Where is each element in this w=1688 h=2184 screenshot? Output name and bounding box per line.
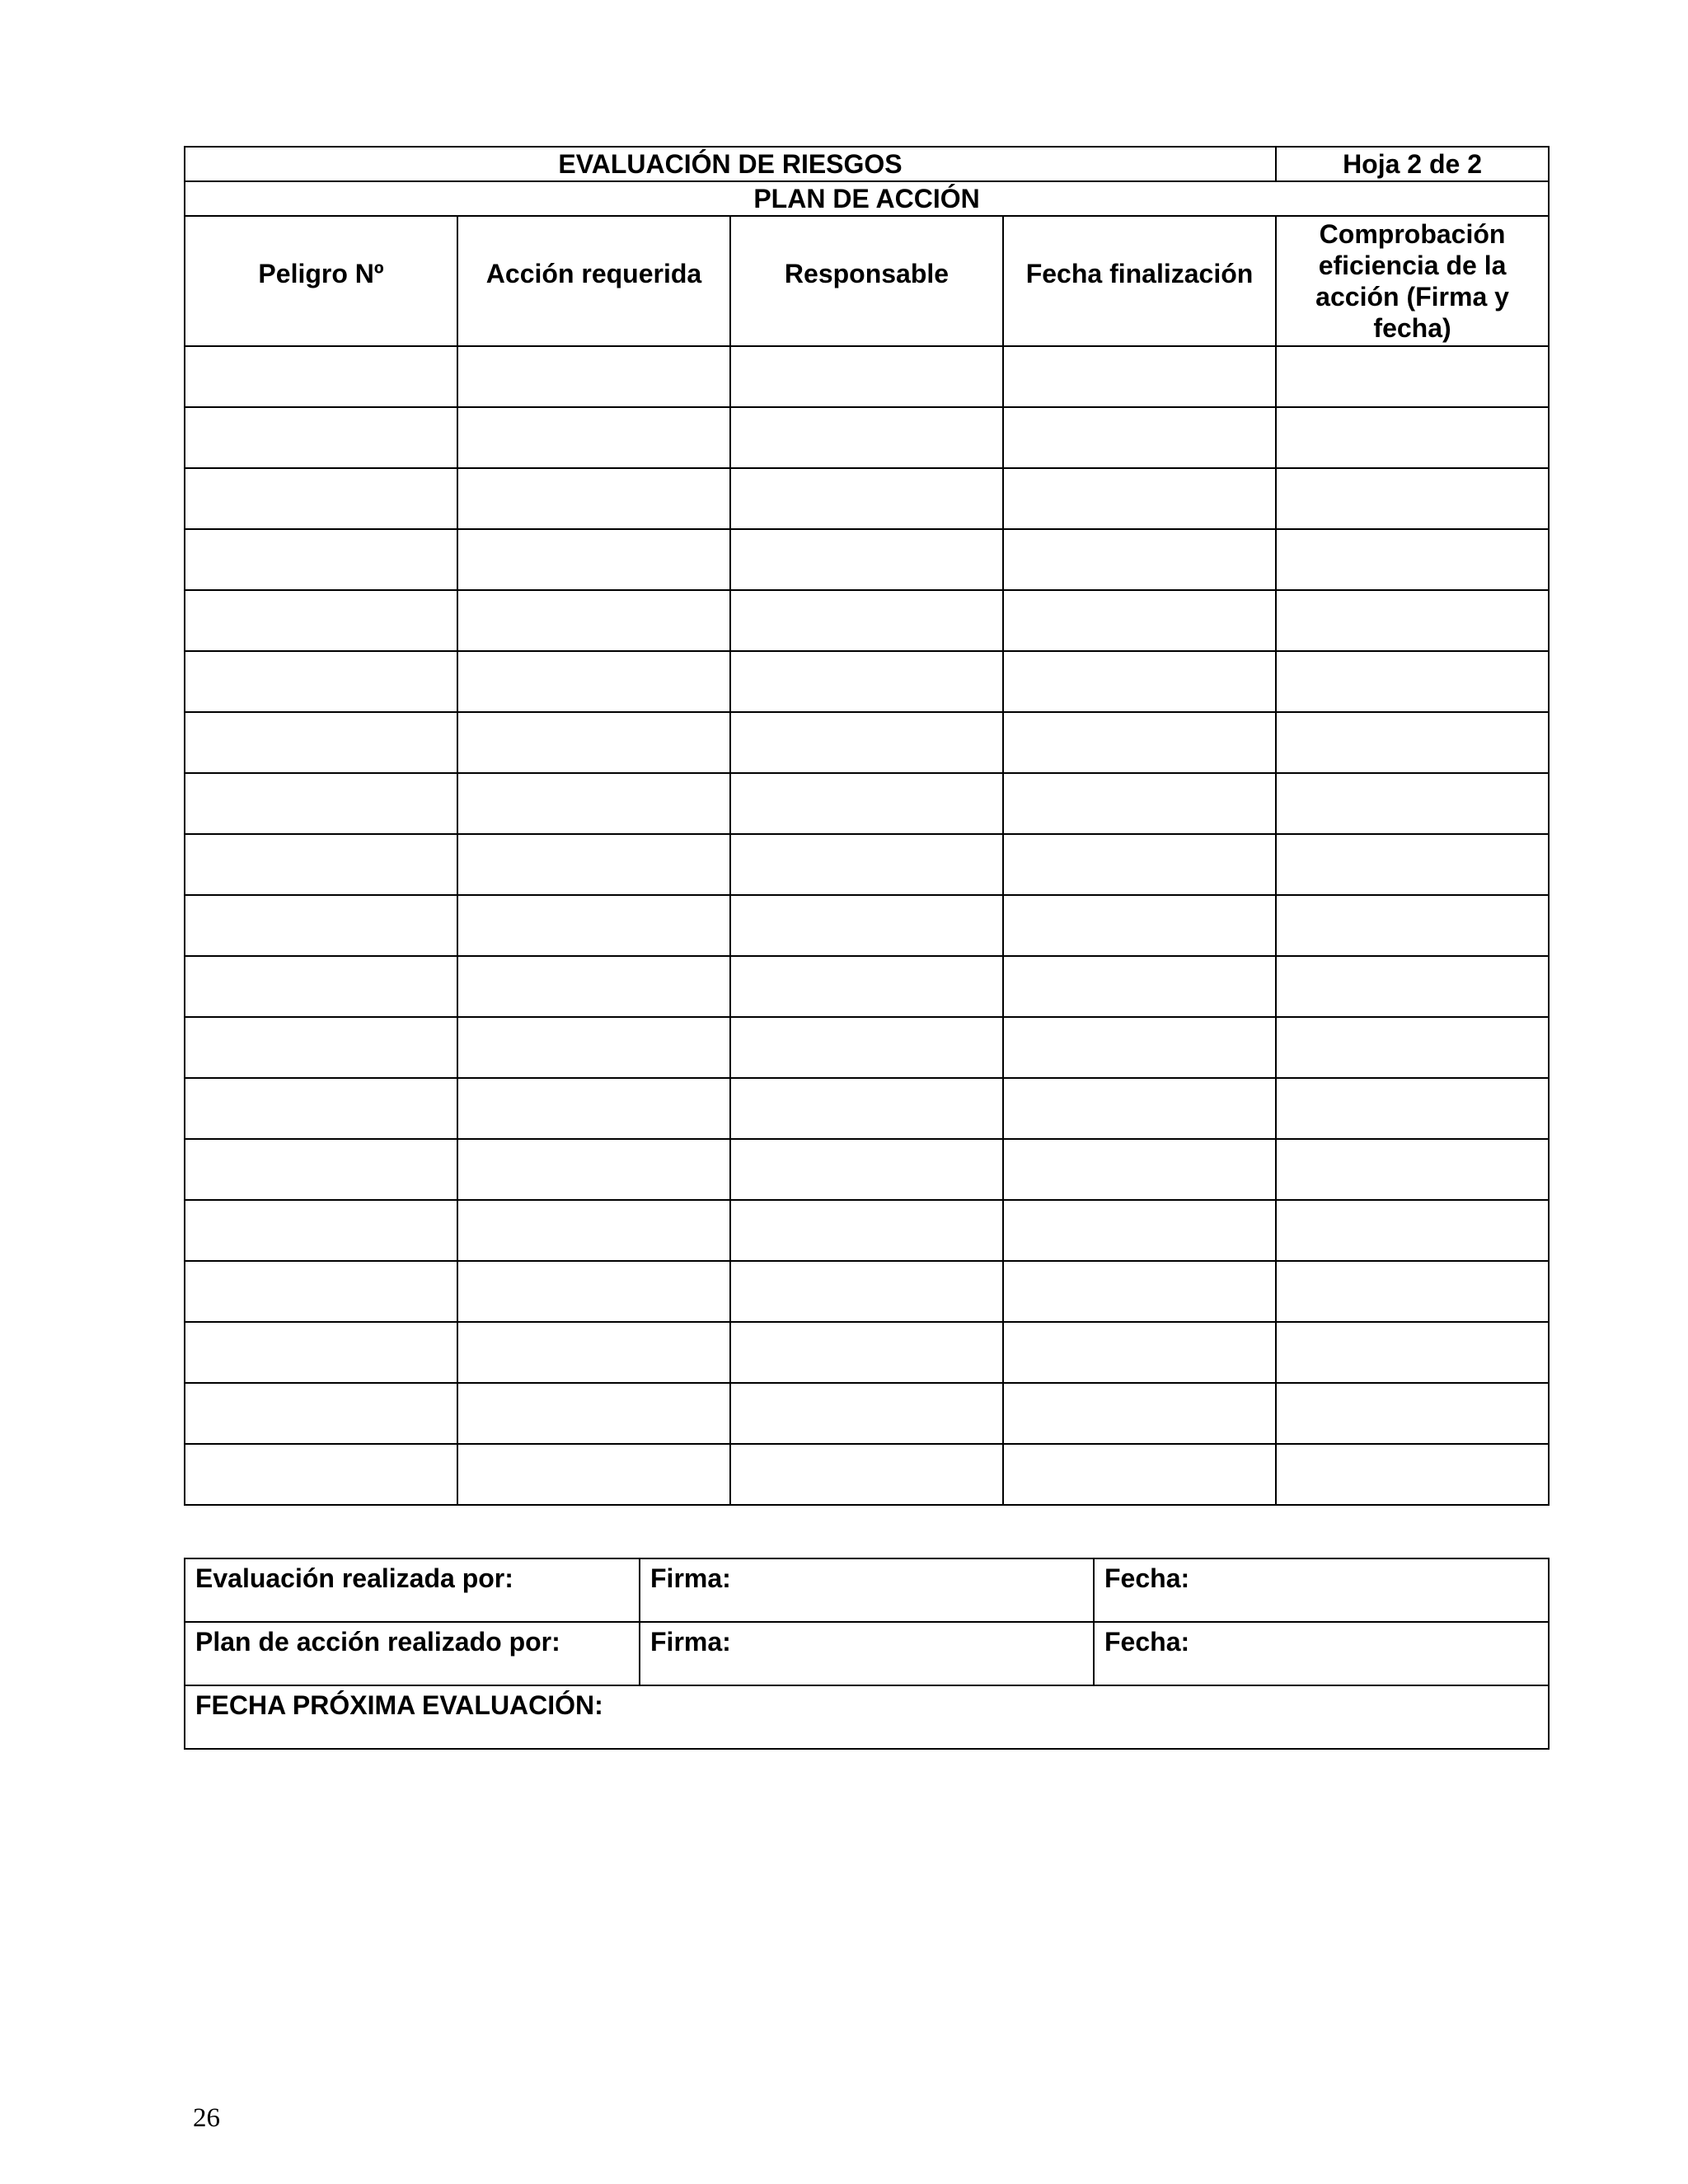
- table-cell[interactable]: [185, 346, 457, 407]
- table-cell[interactable]: [185, 1383, 457, 1444]
- table-cell[interactable]: [1276, 529, 1549, 590]
- table-cell[interactable]: [185, 1444, 457, 1505]
- table-cell[interactable]: [1003, 468, 1276, 529]
- table-cell[interactable]: [185, 529, 457, 590]
- table-cell[interactable]: [1276, 468, 1549, 529]
- evaluation-signoff-row: [185, 1558, 1549, 1622]
- table-cell[interactable]: [185, 712, 457, 773]
- table-cell[interactable]: [1276, 1261, 1549, 1322]
- table-cell[interactable]: [185, 590, 457, 651]
- table-cell[interactable]: [1003, 1444, 1276, 1505]
- table-cell[interactable]: [1003, 895, 1276, 956]
- column-header-completion-date: [1003, 216, 1276, 346]
- next-evaluation-date-field[interactable]: FECHA PRÓXIMA EVALUACIÓN:: [185, 1685, 1549, 1749]
- table-cell[interactable]: [1276, 1444, 1549, 1505]
- plan-by-field[interactable]: Plan de acción realizado por:: [185, 1622, 640, 1685]
- table-cell[interactable]: [457, 1078, 730, 1139]
- table-cell[interactable]: [1276, 346, 1549, 407]
- table-row: [185, 590, 1549, 651]
- table-cell[interactable]: [457, 1261, 730, 1322]
- table-cell[interactable]: [1276, 1322, 1549, 1383]
- table-cell[interactable]: [1003, 1383, 1276, 1444]
- table-cell[interactable]: [1003, 712, 1276, 773]
- table-cell[interactable]: [185, 407, 457, 468]
- table-cell[interactable]: [730, 956, 1003, 1017]
- table-row: [185, 834, 1549, 895]
- table-cell[interactable]: [457, 1017, 730, 1078]
- table-cell[interactable]: [730, 651, 1003, 712]
- table-cell[interactable]: [1276, 773, 1549, 834]
- table-cell[interactable]: [185, 468, 457, 529]
- table-cell[interactable]: [1003, 407, 1276, 468]
- table-cell[interactable]: [1276, 1078, 1549, 1139]
- table-cell[interactable]: [1276, 651, 1549, 712]
- table-cell[interactable]: [185, 1261, 457, 1322]
- column-header-hazard-number: [185, 216, 457, 346]
- table-cell[interactable]: [730, 1078, 1003, 1139]
- table-row: [185, 1261, 1549, 1322]
- table-cell[interactable]: [457, 468, 730, 529]
- column-header-required-action: [457, 216, 730, 346]
- table-cell[interactable]: [1003, 529, 1276, 590]
- table-cell[interactable]: [730, 1139, 1003, 1200]
- table-cell[interactable]: [730, 834, 1003, 895]
- table-cell[interactable]: [1276, 1383, 1549, 1444]
- table-cell[interactable]: [1003, 1261, 1276, 1322]
- table-row: [185, 529, 1549, 590]
- table-cell[interactable]: [457, 346, 730, 407]
- table-cell[interactable]: [730, 1322, 1003, 1383]
- table-title: EVALUACIÓN DE RIESGOS: [185, 147, 1276, 181]
- table-cell[interactable]: [730, 1200, 1003, 1261]
- table-cell[interactable]: [1003, 956, 1276, 1017]
- table-row: [185, 1383, 1549, 1444]
- table-row: [185, 1078, 1549, 1139]
- table-cell[interactable]: [185, 956, 457, 1017]
- table-cell[interactable]: [457, 651, 730, 712]
- table-cell[interactable]: [457, 1200, 730, 1261]
- table-cell[interactable]: [1003, 1200, 1276, 1261]
- table-cell[interactable]: [730, 407, 1003, 468]
- table-cell[interactable]: [457, 1322, 730, 1383]
- table-cell[interactable]: [1003, 590, 1276, 651]
- table-cell[interactable]: [730, 1444, 1003, 1505]
- action-plan-table: [184, 146, 1550, 1506]
- column-header-label: Acción requerida: [485, 259, 702, 288]
- table-row: [185, 895, 1549, 956]
- plan-signature-field[interactable]: Firma:: [640, 1622, 1094, 1685]
- table-cell[interactable]: [730, 773, 1003, 834]
- table-row: [185, 956, 1549, 1017]
- table-cell[interactable]: [457, 1139, 730, 1200]
- table-cell[interactable]: [1276, 895, 1549, 956]
- table-cell[interactable]: [457, 1383, 730, 1444]
- table-cell[interactable]: [457, 834, 730, 895]
- table-cell[interactable]: [730, 468, 1003, 529]
- table-cell[interactable]: [730, 1383, 1003, 1444]
- table-cell[interactable]: [1276, 407, 1549, 468]
- table-cell[interactable]: [185, 834, 457, 895]
- table-cell[interactable]: [185, 651, 457, 712]
- table-title-row: [185, 147, 1549, 181]
- page-number: 26: [193, 2103, 220, 2133]
- column-header-label: Peligro Nº: [258, 259, 384, 288]
- table-cell[interactable]: [457, 895, 730, 956]
- table-cell[interactable]: [457, 956, 730, 1017]
- plan-date-field[interactable]: Fecha:: [1094, 1622, 1549, 1685]
- table-row: [185, 712, 1549, 773]
- table-cell[interactable]: [457, 1444, 730, 1505]
- table-cell[interactable]: [730, 346, 1003, 407]
- evaluation-by-field[interactable]: Evaluación realizada por:: [185, 1558, 640, 1622]
- table-cell[interactable]: [1276, 712, 1549, 773]
- table-cell[interactable]: [185, 1322, 457, 1383]
- table-cell[interactable]: [1276, 1200, 1549, 1261]
- table-row: [185, 468, 1549, 529]
- table-cell[interactable]: [185, 1078, 457, 1139]
- column-header-label: Fecha finalización: [1025, 259, 1254, 288]
- table-cell[interactable]: [730, 1017, 1003, 1078]
- table-row: [185, 773, 1549, 834]
- table-cell[interactable]: [457, 407, 730, 468]
- table-cell[interactable]: [1003, 651, 1276, 712]
- table-cell[interactable]: [1276, 1017, 1549, 1078]
- table-cell[interactable]: [730, 712, 1003, 773]
- table-row: [185, 407, 1549, 468]
- column-header-label: Responsable: [784, 259, 950, 288]
- column-header-label: Comprobación eficiencia de la acción (Firma y fecha): [1315, 219, 1509, 343]
- table-cell[interactable]: [185, 773, 457, 834]
- table-row: [185, 1017, 1549, 1078]
- table-cell[interactable]: [1003, 346, 1276, 407]
- table-cell[interactable]: [730, 590, 1003, 651]
- table-cell[interactable]: [1276, 590, 1549, 651]
- table-cell[interactable]: [457, 773, 730, 834]
- table-cell[interactable]: [457, 590, 730, 651]
- table-cell[interactable]: [185, 1017, 457, 1078]
- table-cell[interactable]: [185, 1200, 457, 1261]
- table-row: [185, 651, 1549, 712]
- table-cell[interactable]: [1276, 834, 1549, 895]
- next-evaluation-row: [185, 1685, 1549, 1749]
- table-cell[interactable]: [1003, 1322, 1276, 1383]
- evaluation-date-field[interactable]: Fecha:: [1094, 1558, 1549, 1622]
- column-header-responsible: [730, 216, 1003, 346]
- table-cell[interactable]: [1003, 1017, 1276, 1078]
- table-row: [185, 346, 1549, 407]
- table-row: [185, 1322, 1549, 1383]
- column-header-row: [185, 216, 1549, 346]
- table-row: [185, 1139, 1549, 1200]
- signoff-table: [184, 1558, 1550, 1750]
- table-cell[interactable]: [185, 895, 457, 956]
- table-cell[interactable]: [1276, 1139, 1549, 1200]
- table-cell[interactable]: [730, 895, 1003, 956]
- table-cell[interactable]: [1003, 834, 1276, 895]
- evaluation-signature-field[interactable]: Firma:: [640, 1558, 1094, 1622]
- table-cell[interactable]: [185, 1139, 457, 1200]
- table-cell[interactable]: [1276, 956, 1549, 1017]
- table-subtitle: PLAN DE ACCIÓN: [185, 181, 1549, 216]
- table-cell[interactable]: [457, 529, 730, 590]
- table-subtitle-row: [185, 181, 1549, 216]
- table-cell[interactable]: [1003, 1139, 1276, 1200]
- column-header-efficiency-check: [1276, 216, 1549, 346]
- table-cell[interactable]: [457, 712, 730, 773]
- table-row: [185, 1200, 1549, 1261]
- table-cell[interactable]: [730, 529, 1003, 590]
- plan-signoff-row: [185, 1622, 1549, 1685]
- sheet-indicator: Hoja 2 de 2: [1276, 147, 1549, 181]
- table-row: [185, 1444, 1549, 1505]
- table-cell[interactable]: [1003, 773, 1276, 834]
- table-cell[interactable]: [1003, 1078, 1276, 1139]
- table-cell[interactable]: [730, 1261, 1003, 1322]
